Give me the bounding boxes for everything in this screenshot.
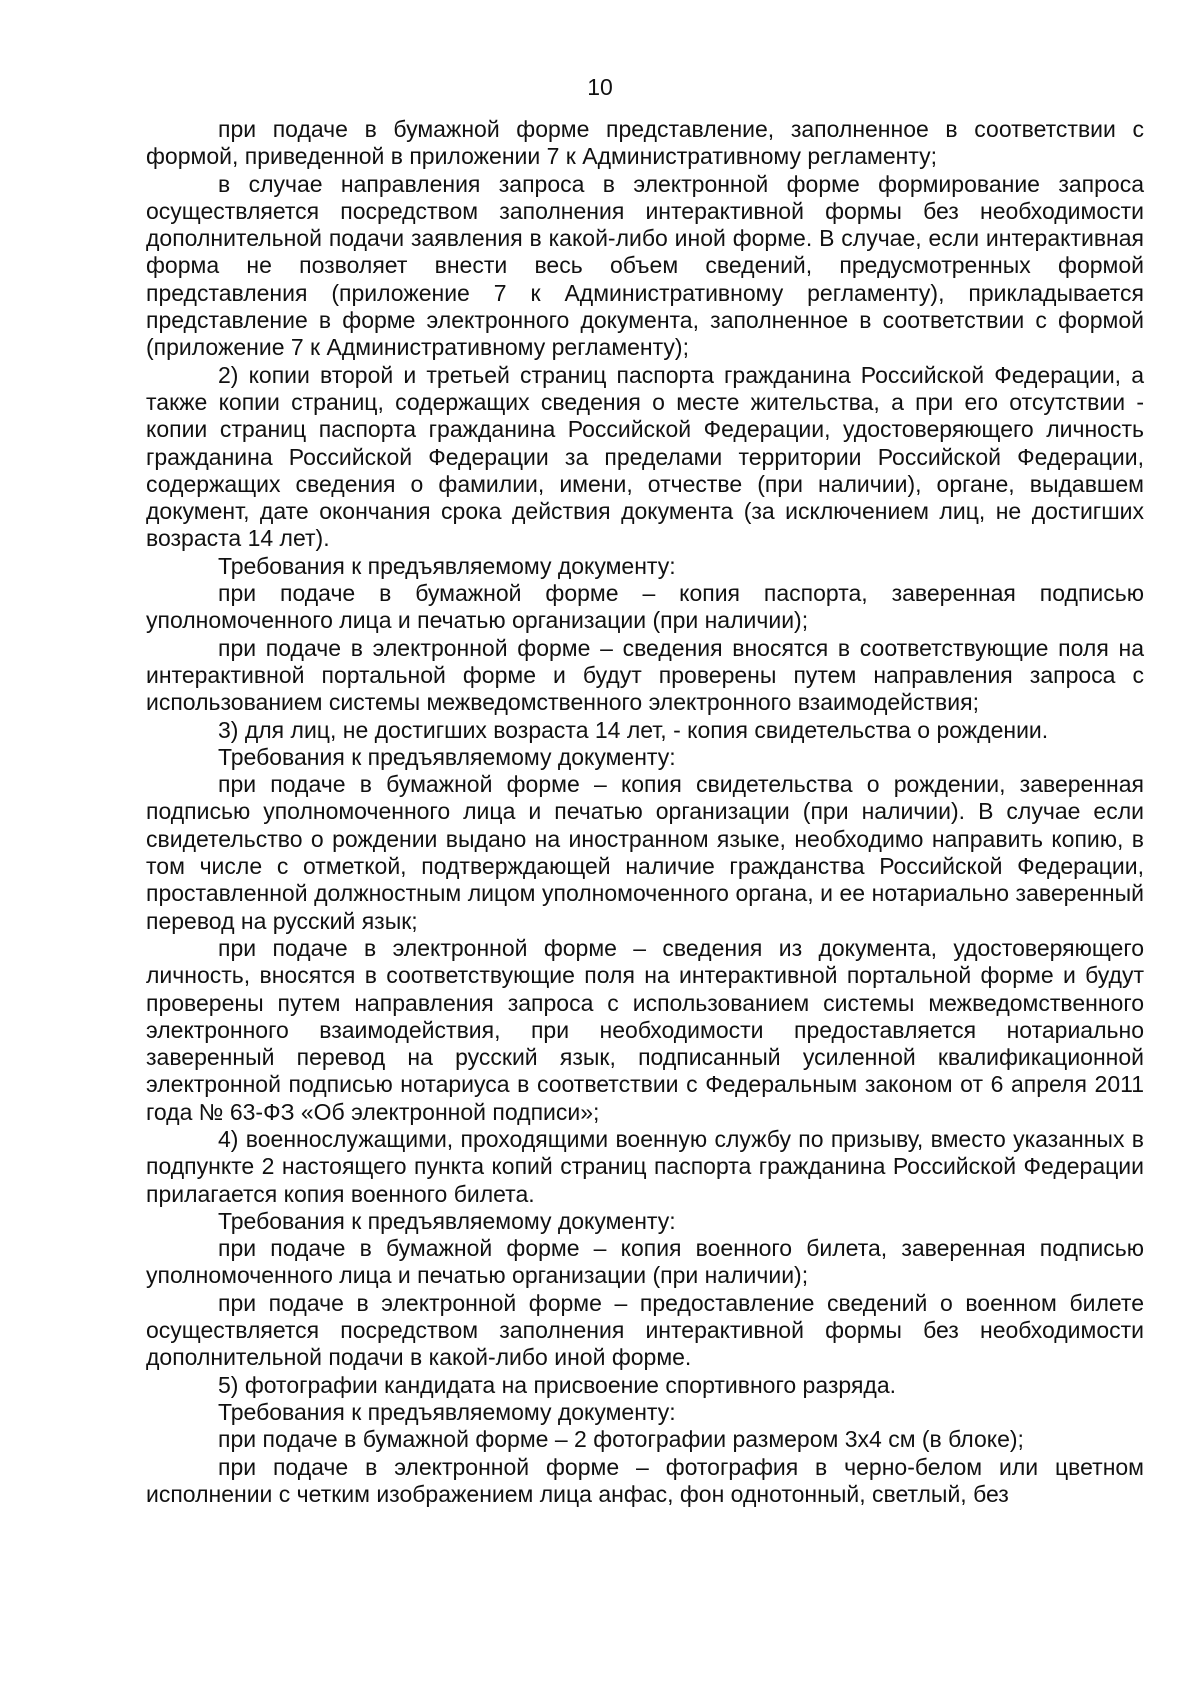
paragraph: при подаче в электронной форме – сведения из документа, удостоверяющего личность, вносятся в соответствующие поля на интерактивной портальной форме и будут проверены путем направления запроса с использованием системы межведомственного электронного взаимодействия, при необходимости предоставляется нотариально заверенный перевод на русский язык, подписанный усиленной квалификационной электронной подписью нотариуса в соответствии с Федеральным законом от 6 апреля 2011 года № 63-ФЗ «Об электронной подписи»; bbox=[146, 934, 1144, 1125]
paragraph: при подаче в электронной форме – предоставление сведений о военном билете осуществляется посредством заполнения интерактивной формы без необходимости дополнительной подачи в какой-либо иной форме. bbox=[146, 1289, 1144, 1371]
paragraph: при подаче в бумажной форме представление, заполненное в соответствии с формой, приведенной в приложении 7 к Административному регламенту; bbox=[146, 116, 1144, 170]
paragraph: Требования к предъявляемому документу: bbox=[218, 1398, 676, 1425]
paragraph: при подаче в бумажной форме – 2 фотографии размером 3х4 см (в блоке); bbox=[218, 1426, 1024, 1453]
paragraph: при подаче в электронной форме – фотография в черно-белом или цветном исполнении с четким изображением лица анфас, фон однотонный, светлый, без bbox=[146, 1453, 1144, 1507]
page-number: 10 bbox=[587, 74, 613, 100]
paragraph: 2) копии второй и третьей страниц паспорта гражданина Российской Федерации, а также копии страниц, содержащих сведения о месте жительства, а при его отсутствии - копии страниц паспорта гражданина Российской Федерации, удостоверяющего личность гражданина Российской Федерации за пределами территории Российской Федерации, содержащих сведения о фамилии, имени, отчестве (при наличии), органе, выдавшем документ, дате окончания срока действия документа (за исключением лиц, не достигших возраста 14 лет). bbox=[146, 361, 1144, 552]
paragraph: при подаче в электронной форме – сведения вносятся в соответствующие поля на интерактивной портальной форме и будут проверены путем направления запроса с использованием системы межведомственного электронного взаимодействия; bbox=[146, 634, 1144, 716]
paragraph: при подаче в бумажной форме – копия паспорта, заверенная подписью уполномоченного лица и печатью организации (при наличии); bbox=[146, 580, 1144, 634]
document-body bbox=[146, 116, 1144, 1508]
paragraph: 3) для лиц, не достигших возраста 14 лет, - копия свидетельства о рождении. bbox=[218, 716, 1049, 743]
paragraph: Требования к предъявляемому документу: bbox=[218, 1207, 676, 1234]
paragraph: Требования к предъявляемому документу: bbox=[218, 743, 676, 770]
paragraph: при подаче в бумажной форме – копия военного билета, заверенная подписью уполномоченного лица и печатью организации (при наличии); bbox=[146, 1235, 1144, 1289]
paragraph: в случае направления запроса в электронной форме формирование запроса осуществляется посредством заполнения интерактивной формы без необходимости дополнительной подачи заявления в какой-либо иной форме. В случае, если интерактивная форма не позволяет внести весь объем сведений, предусмотренных формой представления (приложение 7 к Административному регламенту), прикладывается представление в форме электронного документа, заполненное в соответствии с формой (приложение 7 к Административному регламенту); bbox=[146, 170, 1144, 361]
paragraph: Требования к предъявляемому документу: bbox=[218, 552, 676, 579]
paragraph: 4) военнослужащими, проходящими военную службу по призыву, вместо указанных в подпункте 2 настоящего пункта копий страниц паспорта гражданина Российской Федерации прилагается копия военного билета. bbox=[146, 1125, 1144, 1207]
paragraph: при подаче в бумажной форме – копия свидетельства о рождении, заверенная подписью уполномоченного лица и печатью организации (при наличии). В случае если свидетельство о рождении выдано на иностранном языке, необходимо направить копию, в том числе с отметкой, подтверждающей наличие гражданства Российской Федерации, проставленной должностным лицом уполномоченного органа, и ее нотариально заверенный перевод на русский язык; bbox=[146, 771, 1144, 934]
paragraph: 5) фотографии кандидата на присвоение спортивного разряда. bbox=[218, 1371, 896, 1398]
